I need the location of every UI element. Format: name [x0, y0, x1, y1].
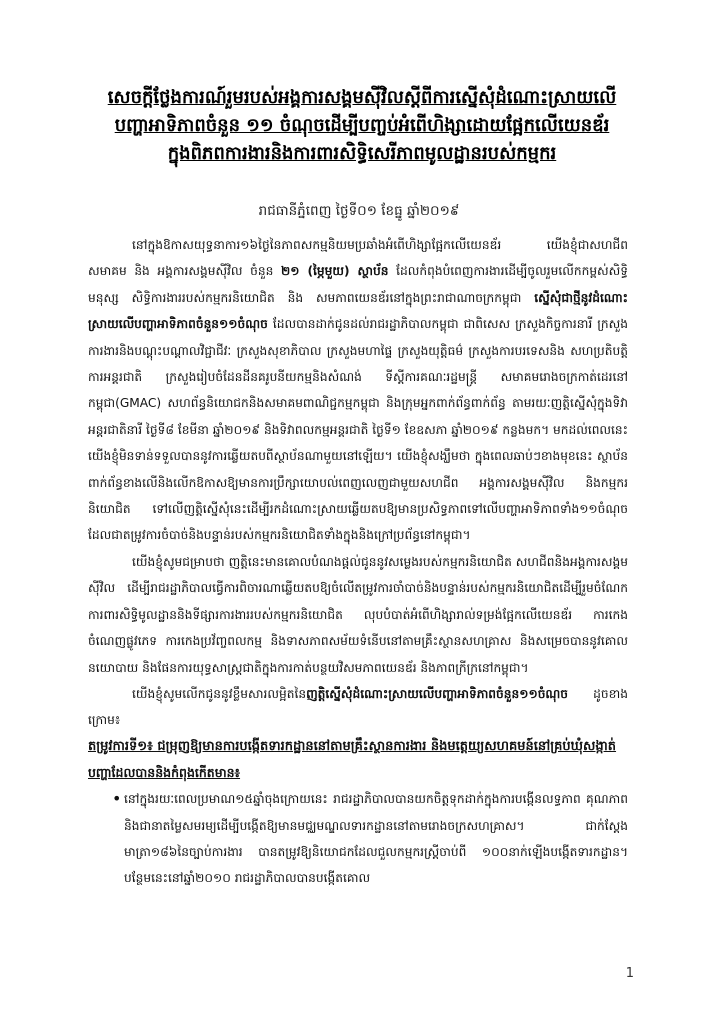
document-body [88, 232, 628, 892]
para3-text-b: ដូចខាងក្រោម៖ [88, 686, 628, 728]
para1-bold-count: ២១ (ម្ភៃមួយ) ស្ថាប័ន [281, 264, 389, 279]
paragraph-details-intro [88, 681, 628, 734]
document-title: សេចក្តីថ្លែងការណ៍រួមរបស់អង្គការសង្គមស៊ីវិលស្តីពីការស្នើសុំដំណោះស្រាយលើបញ្ហាអាទិភាពចំនួន ១១ ចំណុចដើម្បីបញ្ចប់អំពើហិង្សាដោយផ្អែកលើយេនឌ័រក្នុងពិភពការងារនិងការពារសិទ្ធិសេរីភាពមូលដ្ឋានរបស់កម្មករ [107, 87, 617, 164]
list-item [88, 786, 628, 892]
para3-text-a: យើងខ្ញុំសូមលើកជូននូវខ្លឹមសារលម្អិតនៃ [132, 686, 307, 701]
paragraph-purpose: យើងខ្ញុំសូមជម្រាបថា ញត្តិនេះមានគោលបំណងផ្តល់ជូននូវសម្លេងរបស់កម្មករនិយោជិត សហជីពនិងអង្គការសង្គមស៊ីវិល ដើម្បីរាជរដ្ឋាភិបាលធ្វើការពិចារណាឆ្លើយតបឱ្យចំលើតម្រូវការចាំបាច់និងបន្ទាន់របស់កម្មករនិយោជិតដើម្បីរួមចំណែកការពារសិទ្ធិមូលដ្ឋាននិងទីផ្សារការងាររបស់កម្មករនិយោជិត លុបបំបាត់អំពើហិង្សារាល់ទម្រង់ផ្អែកលើយេនឌ័រ ការកេងចំណេញផ្លូវភេទ ការកេងប្រវ័ញ្ចពលកម្ម និងទាសភាពសម័យទំនើបនៅតាមគ្រឹះស្ថានសហគ្រាស និងសម្រេចបាននូវគោលនយោបាយ និងផែនការយុទ្ធសាស្ត្រជាតិក្នុងការកាត់បន្ថយវិសមភាពយេនឌ័រ និងភាពក្រីក្រនៅកម្ពុជា។ [88, 554, 628, 675]
para1-text-b: ដែលកំពុងបំពេញការងារដើម្បីចូលរួមលើកកម្ពស់សិទ្ធិមនុស្ស សិទ្ធិការងាររបស់កម្មករនិយោជិត និង សមភាពយេនឌ័រនៅក្នុងព្រះរាជាណាចក្រកម្ពុជា [88, 264, 628, 305]
bullet-icon: • [112, 789, 122, 809]
paragraph-intro [88, 232, 628, 549]
para1-bold-request: ស្នើសុំជាថ្មីនូវដំណោះស្រាយលើបញ្ហាអាទិភាពចំនួន១១ចំណុច [88, 290, 628, 332]
date-location-line: រាជធានីភ្នំពេញ ថ្ងៃទី០១ ខែធ្នូ ឆ្នាំ២០១៩ [258, 203, 460, 219]
para3-bold: ញត្តិស្នើសុំដំណោះស្រាយលើបញ្ហាអាទិភាពចំនួន១១ចំណុច [306, 686, 569, 701]
para1-text-a: នៅក្នុងឱកាសយុទ្ធនាការ១៦ថ្ងៃនៃភាពសកម្មនិយមប្រឆាំងអំពើហិង្សាផ្អែកលើយេនឌ័រ យើងខ្ញុំជាសហជីព សមាគម និង អង្គការសង្គមស៊ីវិល ចំនួន [88, 238, 628, 279]
bullet-text: នៅក្នុងរយៈពេលប្រមាណ១៥ឆ្នាំចុងក្រោយនេះ រាជរដ្ឋាភិបាលបានយកចិត្តទុកដាក់ក្នុងការបង្កើនលទ្ធភាព គុណភាព និងជានាតម្លៃសមរម្យដើម្បីបង្កើតឱ្យមានមជ្ឈមណ្ឌលទារកដ្ឋាននៅតាមរោងចក្រសហគ្រាស។ ជាក់ស្តែងមាត្រា១៨៦នៃច្បាប់ការងារ បានតម្រូវឱ្យនិយោជកដែលជួលកម្មករស្ត្រីចាប់ពី ១០០នាក់ឡើងបង្កើតទារកដ្ឋាន។ បន្ថែមនេះនៅឆ្នាំ២០១០ រាជរដ្ឋាភិបាលបានបង្កើតគោល [124, 792, 628, 886]
page-number: 1 [625, 966, 634, 981]
issues-heading: បញ្ហាដែលបាននិងកំពុងកើតមាន៖ [88, 764, 241, 780]
para1-text-c: ដែលបានដាក់ជូនដល់រាជរដ្ឋាភិបាលកម្ពុជា ជាពិសេស ក្រសួងកិច្ចការនារី ក្រសួងការងារនិងបណ្តុះបណ្តាលវិជ្ជាជីវៈ ក្រសួងសុខាភិបាល ក្រសួងមហាផ្ទៃ ក្រសួងយុត្តិធម៌ ក្រសួងការបរទេសនិង សហប្រតិបត្តិការអន្តរជាតិ ក្រសួងរៀបចំដែនដីនគរូបនីយកម្មនិងសំណង់ ទីស្តីការគណៈរដ្ឋមន្ត្រី សមាគមរោងចក្រកាត់ដេរនៅកម្ពុជា(GMAC) សហព័ន្ធនិយោជកនិងសមាគមពាណិជ្ជកម្មកម្ពុជា និងក្រុមអ្នកពាក់ព័ន្ធពាក់ព័ន្ធ តាមរយៈញត្តិស្នើសុំក្នុងទិវាអន្តរជាតិនារី ថ្ងៃទី៨ ខែមីនា ឆ្នាំ២០១៩ និងទិវាពលកម្មអន្តរជាតិ ថ្ងៃទី១ ខែឧសភា ឆ្នាំ២០១៩ កន្លងមក។ មកដល់ពេលនេះយើងខ្ញុំមិនទាន់ទទួលបាននូវការឆ្លើយតបពីស្ថាប័នណាមួយនៅឡើយ។ យើងខ្ញុំសង្ឃឹមថា ក្នុងពេលឆាប់ៗខាងមុខនេះ ស្ថាប័នពាក់ព័ន្ធខាងលើនិងលើកឱកាសឱ្យមានការប្រឹក្សាយោបល់ពេញលេញជាមួយសហជីព អង្គការសង្គមស៊ីវិល និងកម្មករនិយោជិត ទៅលើញត្តិស្នើសុំនេះដើម្បីរកដំណោះស្រាយឆ្លើយតបឱ្យមានប្រសិទ្ធភាពទៅលើបញ្ហាអាទិភាពទាំង១១ចំណុចដែលជាតម្រូវការចំបាច់និងបន្ទាន់របស់កម្មករនិយោជិតទាំងក្នុងនិងក្រៅប្រព័ន្ធនៅកម្ពុជា។ [88, 317, 628, 543]
requirement-1-heading: តម្រូវការទី១៖ ជម្រុញឱ្យមានការបង្កើតទារកដ្ឋាននៅតាមគ្រឹះស្ថានការងារ និងមត្តេយ្យសហគមន៍នៅគ្រប់ឃុំសង្កាត់ [88, 738, 617, 754]
